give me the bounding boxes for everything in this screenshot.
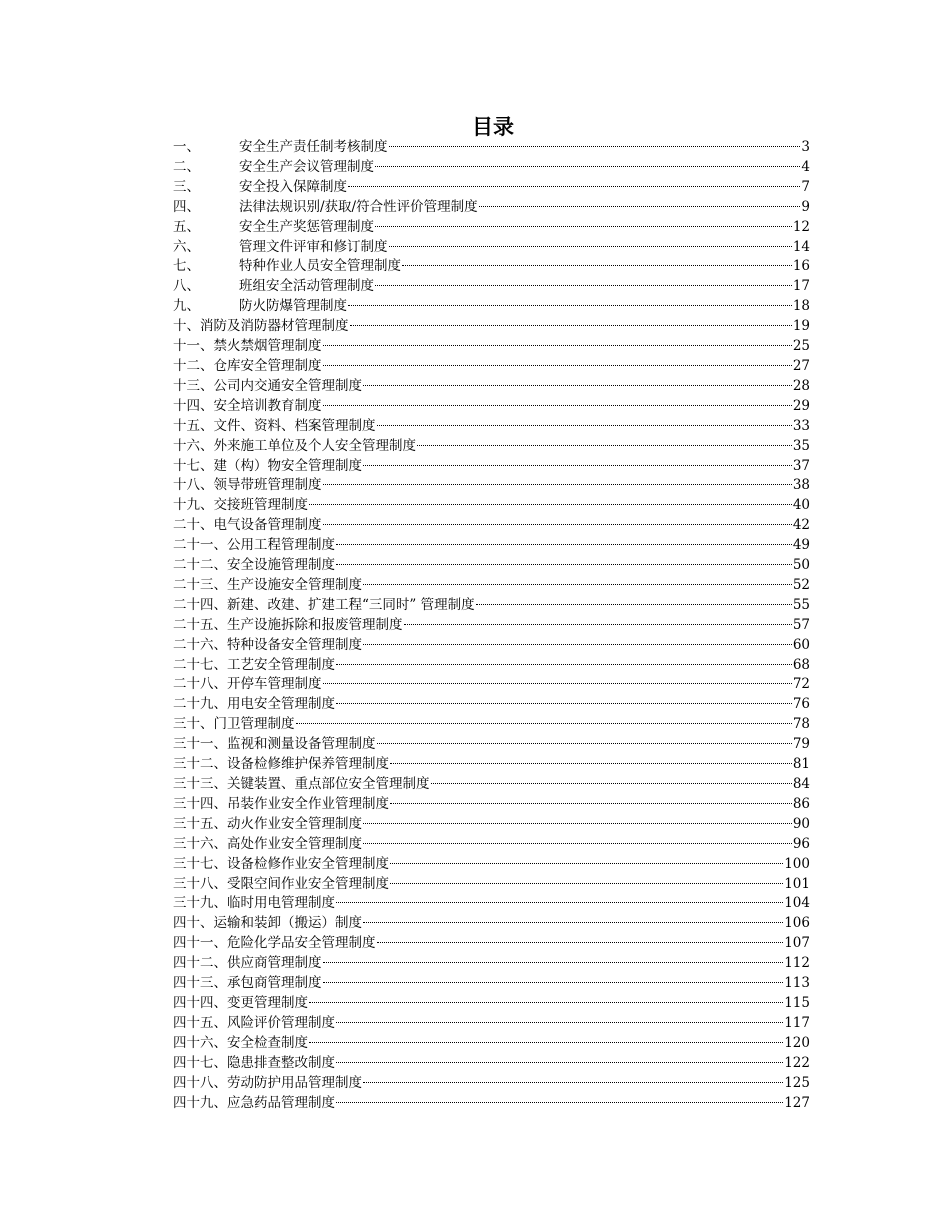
toc-entry-number: 二十一、 bbox=[173, 537, 227, 554]
toc-dot-leader bbox=[296, 722, 792, 724]
toc-entry-title: 管理文件评审和修订制度 bbox=[239, 238, 388, 255]
toc-dot-leader bbox=[363, 1081, 783, 1083]
toc-entry[interactable] bbox=[173, 1034, 810, 1054]
toc-entry-page-number: 122 bbox=[784, 1054, 810, 1071]
toc-entry-number: 三十四、 bbox=[173, 795, 227, 812]
toc-entry[interactable] bbox=[173, 556, 810, 576]
toc-entry-page-number: 72 bbox=[792, 676, 810, 693]
toc-entry-page-number: 40 bbox=[792, 497, 810, 514]
toc-entry-number: 八、 bbox=[173, 278, 200, 295]
toc-entry-number: 四十七、 bbox=[173, 1054, 227, 1071]
toc-entry-number: 四十五、 bbox=[173, 1014, 227, 1031]
toc-entry[interactable] bbox=[173, 815, 810, 835]
toc-entry-number: 三十九、 bbox=[173, 895, 227, 912]
toc-entry-title: 新建、改建、扩建工程“三同时” 管理制度 bbox=[227, 596, 475, 613]
toc-entry-title: 应急药品管理制度 bbox=[227, 1094, 335, 1111]
toc-dot-leader bbox=[323, 344, 792, 346]
toc-dot-leader bbox=[375, 165, 800, 167]
toc-dot-leader bbox=[363, 643, 792, 645]
toc-dot-leader bbox=[363, 583, 792, 585]
toc-entry[interactable] bbox=[173, 855, 810, 875]
toc-dot-leader bbox=[389, 245, 792, 247]
toc-entry-number: 三十、 bbox=[173, 716, 214, 733]
toc-dot-leader bbox=[336, 663, 792, 665]
toc-entry-number: 一、 bbox=[173, 139, 200, 155]
toc-entry-number: 二十九、 bbox=[173, 696, 227, 713]
toc-dot-leader bbox=[309, 503, 792, 505]
toc-entry-title: 禁火禁烟管理制度 bbox=[213, 338, 322, 355]
toc-entry[interactable] bbox=[173, 536, 810, 556]
toc-entry[interactable] bbox=[173, 178, 810, 198]
toc-dot-leader bbox=[363, 921, 783, 923]
toc-dot-leader bbox=[375, 225, 792, 227]
toc-entry-number: 二、 bbox=[173, 158, 200, 175]
toc-entry-page-number: 100 bbox=[784, 855, 810, 872]
toc-entry-page-number: 42 bbox=[792, 517, 810, 534]
toc-entry-page-number: 117 bbox=[784, 1014, 810, 1031]
toc-dot-leader bbox=[363, 822, 792, 824]
toc-entry-number: 五、 bbox=[173, 218, 200, 235]
toc-entry-title: 承包商管理制度 bbox=[227, 975, 322, 992]
toc-entry-number: 十七、 bbox=[173, 457, 214, 474]
toc-entry-page-number: 12 bbox=[792, 218, 810, 235]
toc-entry-number: 四、 bbox=[173, 198, 200, 215]
toc-entry-page-number: 7 bbox=[801, 178, 810, 195]
toc-entry-page-number: 52 bbox=[792, 576, 810, 593]
toc-entry[interactable] bbox=[173, 835, 810, 855]
toc-entry-title: 受限空间作业安全管理制度 bbox=[227, 875, 389, 892]
toc-entry-page-number: 106 bbox=[784, 915, 810, 932]
toc-entry[interactable] bbox=[173, 795, 810, 815]
toc-dot-leader bbox=[323, 364, 792, 366]
toc-entry[interactable] bbox=[173, 695, 810, 715]
toc-entry-page-number: 120 bbox=[784, 1034, 810, 1051]
toc-entry-number: 四十六、 bbox=[173, 1034, 227, 1051]
toc-entry-number: 四十、 bbox=[173, 915, 214, 932]
toc-entry[interactable] bbox=[173, 1094, 810, 1114]
toc-entry-title: 关键装置、重点部位安全管理制度 bbox=[227, 776, 430, 792]
toc-dot-leader bbox=[390, 762, 792, 764]
toc-dot-leader bbox=[348, 185, 800, 187]
toc-entry-title: 法律法规识别/获取/符合性评价管理制度 bbox=[239, 198, 478, 215]
toc-entry-page-number: 14 bbox=[792, 238, 810, 255]
toc-dot-leader bbox=[336, 563, 792, 565]
toc-entry-number: 二十三、 bbox=[173, 576, 227, 593]
toc-list bbox=[173, 138, 810, 1113]
toc-entry[interactable] bbox=[173, 735, 810, 755]
toc-dot-leader bbox=[431, 782, 792, 784]
toc-entry[interactable] bbox=[173, 496, 810, 516]
toc-entry[interactable] bbox=[173, 476, 810, 496]
toc-entry[interactable] bbox=[173, 158, 810, 178]
toc-dot-leader bbox=[323, 961, 784, 963]
toc-dot-leader bbox=[323, 483, 792, 485]
toc-entry-title: 设备检修维护保养管理制度 bbox=[227, 756, 389, 773]
toc-entry-page-number: 25 bbox=[792, 338, 810, 355]
toc-title: 目录 bbox=[472, 115, 514, 139]
toc-entry[interactable] bbox=[173, 894, 810, 914]
toc-entry[interactable] bbox=[173, 397, 810, 417]
toc-entry-page-number: 28 bbox=[792, 377, 810, 394]
toc-entry-number: 二十、 bbox=[173, 517, 214, 534]
toc-entry-title: 安全生产奖惩管理制度 bbox=[239, 218, 374, 235]
toc-entry-page-number: 84 bbox=[792, 776, 810, 792]
toc-entry-title: 公用工程管理制度 bbox=[227, 537, 335, 554]
toc-entry-page-number: 96 bbox=[792, 835, 810, 852]
toc-entry-number: 十九、 bbox=[173, 497, 214, 514]
toc-entry-page-number: 101 bbox=[784, 875, 810, 892]
toc-entry-title: 生产设施拆除和报废管理制度 bbox=[227, 616, 403, 633]
toc-entry-number: 四十一、 bbox=[173, 935, 227, 952]
toc-entry-number: 二十六、 bbox=[173, 636, 227, 653]
toc-entry-title: 动火作业安全管理制度 bbox=[227, 815, 362, 832]
toc-entry[interactable] bbox=[173, 656, 810, 676]
toc-entry-page-number: 78 bbox=[792, 716, 810, 733]
toc-entry-number: 三十三、 bbox=[173, 776, 227, 792]
toc-entry-number: 四十九、 bbox=[173, 1094, 227, 1111]
toc-entry[interactable] bbox=[173, 755, 810, 775]
toc-entry[interactable] bbox=[173, 616, 810, 636]
toc-entry-number: 十一、 bbox=[173, 338, 214, 355]
toc-entry-title: 监视和测量设备管理制度 bbox=[227, 736, 376, 753]
toc-dot-leader bbox=[323, 682, 792, 684]
toc-entry-title: 风险评价管理制度 bbox=[227, 1014, 335, 1031]
toc-entry-page-number: 127 bbox=[784, 1094, 810, 1111]
toc-entry[interactable] bbox=[173, 337, 810, 357]
toc-dot-leader bbox=[377, 742, 792, 744]
toc-entry-title: 危险化学品安全管理制度 bbox=[227, 935, 376, 952]
toc-entry-page-number: 76 bbox=[792, 696, 810, 713]
toc-entry[interactable] bbox=[173, 1054, 810, 1074]
toc-entry[interactable] bbox=[173, 994, 810, 1014]
toc-dot-leader bbox=[479, 205, 801, 207]
toc-dot-leader bbox=[377, 941, 784, 943]
toc-entry-title: 吊装作业安全作业管理制度 bbox=[227, 795, 389, 812]
toc-dot-leader bbox=[336, 702, 792, 704]
toc-entry-page-number: 33 bbox=[792, 417, 810, 434]
toc-entry-number: 九、 bbox=[173, 298, 200, 315]
toc-entry-title: 文件、资料、档案管理制度 bbox=[213, 417, 376, 434]
toc-dot-leader bbox=[336, 901, 783, 903]
toc-entry[interactable] bbox=[173, 1014, 810, 1034]
toc-entry-page-number: 17 bbox=[792, 278, 810, 295]
toc-entry-number: 二十五、 bbox=[173, 616, 227, 633]
toc-entry-number: 三十八、 bbox=[173, 875, 227, 892]
toc-entry-page-number: 55 bbox=[792, 596, 810, 613]
toc-dot-leader bbox=[309, 1001, 783, 1003]
toc-entry-number: 十六、 bbox=[173, 437, 214, 454]
toc-entry-number: 十五、 bbox=[173, 417, 214, 434]
toc-entry-page-number: 19 bbox=[792, 318, 810, 335]
toc-dot-leader bbox=[402, 264, 792, 266]
toc-entry[interactable] bbox=[173, 377, 810, 397]
toc-entry-number: 十四、 bbox=[173, 397, 214, 414]
toc-entry[interactable] bbox=[173, 417, 810, 437]
toc-entry-title: 供应商管理制度 bbox=[227, 955, 322, 972]
toc-dot-leader bbox=[336, 1061, 783, 1063]
toc-entry-number: 二十八、 bbox=[173, 676, 227, 693]
toc-entry[interactable] bbox=[173, 317, 810, 337]
toc-entry-title: 运输和装卸（搬运）制度 bbox=[213, 915, 362, 932]
toc-entry-title: 劳动防护用品管理制度 bbox=[227, 1074, 362, 1091]
toc-dot-leader bbox=[389, 145, 801, 147]
toc-entry[interactable] bbox=[173, 138, 810, 158]
toc-entry-page-number: 18 bbox=[792, 298, 810, 315]
toc-entry-number: 三十七、 bbox=[173, 855, 227, 872]
toc-entry-title: 高处作业安全管理制度 bbox=[227, 835, 362, 852]
toc-entry[interactable] bbox=[173, 357, 810, 377]
toc-dot-leader bbox=[350, 324, 792, 326]
toc-entry-page-number: 49 bbox=[792, 537, 810, 554]
toc-entry-number: 三、 bbox=[173, 178, 200, 195]
toc-dot-leader bbox=[363, 384, 792, 386]
toc-entry[interactable] bbox=[173, 1074, 810, 1094]
toc-entry[interactable] bbox=[173, 238, 810, 258]
toc-entry-page-number: 16 bbox=[792, 258, 810, 275]
toc-entry-page-number: 104 bbox=[784, 895, 810, 912]
toc-entry-title: 工艺安全管理制度 bbox=[227, 656, 335, 673]
toc-entry-title: 安全培训教育制度 bbox=[213, 397, 322, 414]
toc-dot-leader bbox=[390, 862, 783, 864]
toc-entry[interactable] bbox=[173, 297, 810, 317]
toc-entry-number: 三十二、 bbox=[173, 756, 227, 773]
toc-entry-title: 安全生产责任制考核制度 bbox=[239, 139, 388, 155]
toc-entry[interactable] bbox=[173, 437, 810, 457]
toc-entry-page-number: 29 bbox=[792, 397, 810, 414]
toc-entry-number: 四十八、 bbox=[173, 1074, 227, 1091]
toc-entry[interactable] bbox=[173, 715, 810, 735]
toc-entry-number: 七、 bbox=[173, 258, 200, 275]
toc-entry-title: 特种作业人员安全管理制度 bbox=[239, 258, 401, 275]
toc-dot-leader bbox=[336, 1021, 783, 1023]
toc-entry-title: 生产设施安全管理制度 bbox=[227, 576, 362, 593]
toc-entry-page-number: 35 bbox=[792, 437, 810, 454]
toc-dot-leader bbox=[348, 304, 792, 306]
toc-entry-number: 四十二、 bbox=[173, 955, 227, 972]
toc-entry[interactable] bbox=[173, 257, 810, 277]
toc-entry-number: 六、 bbox=[173, 238, 200, 255]
toc-entry[interactable] bbox=[173, 954, 810, 974]
toc-entry-page-number: 9 bbox=[801, 198, 810, 215]
toc-entry-page-number: 112 bbox=[784, 955, 810, 972]
toc-entry-page-number: 115 bbox=[784, 994, 810, 1011]
toc-dot-leader bbox=[323, 404, 792, 406]
toc-entry-title: 门卫管理制度 bbox=[213, 716, 295, 733]
toc-dot-leader bbox=[323, 523, 792, 525]
toc-dot-leader bbox=[336, 1101, 783, 1103]
toc-entry-page-number: 125 bbox=[784, 1074, 810, 1091]
toc-entry-title: 安全投入保障制度 bbox=[239, 178, 347, 195]
toc-entry-page-number: 4 bbox=[801, 158, 810, 175]
toc-dot-leader bbox=[417, 444, 792, 446]
toc-entry-page-number: 3 bbox=[801, 139, 810, 155]
toc-entry[interactable] bbox=[173, 974, 810, 994]
toc-dot-leader bbox=[363, 842, 792, 844]
toc-entry-title: 安全检查制度 bbox=[227, 1034, 308, 1051]
toc-entry-title: 公司内交通安全管理制度 bbox=[213, 377, 362, 394]
toc-entry-number: 十八、 bbox=[173, 477, 214, 494]
toc-entry-title: 临时用电管理制度 bbox=[227, 895, 335, 912]
toc-entry[interactable] bbox=[173, 596, 810, 616]
toc-entry-page-number: 86 bbox=[792, 795, 810, 812]
toc-dot-leader bbox=[476, 603, 792, 605]
toc-entry-page-number: 60 bbox=[792, 636, 810, 653]
toc-entry-page-number: 79 bbox=[792, 736, 810, 753]
toc-entry-page-number: 107 bbox=[784, 935, 810, 952]
toc-entry-title: 防火防爆管理制度 bbox=[239, 298, 347, 315]
toc-entry-number: 十、 bbox=[173, 318, 200, 335]
toc-entry-title: 班组安全活动管理制度 bbox=[239, 278, 374, 295]
toc-entry-number: 三十五、 bbox=[173, 815, 227, 832]
toc-entry-title: 建（构）物安全管理制度 bbox=[213, 457, 362, 474]
toc-entry-title: 仓库安全管理制度 bbox=[213, 357, 322, 374]
toc-entry-title: 外来施工单位及个人安全管理制度 bbox=[213, 437, 416, 454]
toc-dot-leader bbox=[404, 623, 792, 625]
toc-entry-page-number: 68 bbox=[792, 656, 810, 673]
toc-entry-number: 四十三、 bbox=[173, 975, 227, 992]
toc-entry-title: 安全设施管理制度 bbox=[227, 557, 335, 574]
toc-entry[interactable] bbox=[173, 875, 810, 895]
toc-entry[interactable] bbox=[173, 457, 810, 477]
toc-entry-page-number: 37 bbox=[792, 457, 810, 474]
toc-entry-page-number: 57 bbox=[792, 616, 810, 633]
toc-entry[interactable] bbox=[173, 277, 810, 297]
toc-dot-leader bbox=[377, 424, 792, 426]
toc-entry-page-number: 81 bbox=[792, 756, 810, 773]
toc-entry-page-number: 50 bbox=[792, 557, 810, 574]
toc-dot-leader bbox=[390, 802, 792, 804]
toc-entry-title: 领导带班管理制度 bbox=[213, 477, 322, 494]
toc-dot-leader bbox=[309, 1041, 783, 1043]
toc-entry[interactable] bbox=[173, 198, 810, 218]
toc-entry-title: 交接班管理制度 bbox=[213, 497, 308, 514]
toc-entry-page-number: 113 bbox=[784, 975, 810, 992]
toc-entry[interactable] bbox=[173, 516, 810, 536]
toc-entry-title: 开停车管理制度 bbox=[227, 676, 322, 693]
toc-dot-leader bbox=[363, 464, 792, 466]
toc-entry-page-number: 27 bbox=[792, 357, 810, 374]
toc-entry-number: 二十二、 bbox=[173, 557, 227, 574]
toc-entry-number: 四十四、 bbox=[173, 994, 227, 1011]
toc-entry-number: 二十四、 bbox=[173, 596, 227, 613]
toc-entry[interactable] bbox=[173, 576, 810, 596]
toc-entry-page-number: 38 bbox=[792, 477, 810, 494]
toc-entry[interactable] bbox=[173, 218, 810, 238]
toc-entry-title: 电气设备管理制度 bbox=[213, 517, 322, 534]
toc-dot-leader bbox=[336, 543, 792, 545]
toc-entry-number: 十二、 bbox=[173, 357, 214, 374]
toc-entry-page-number: 90 bbox=[792, 815, 810, 832]
toc-entry[interactable] bbox=[173, 914, 810, 934]
toc-entry[interactable] bbox=[173, 636, 810, 656]
toc-dot-leader bbox=[323, 981, 784, 983]
toc-entry-title: 安全生产会议管理制度 bbox=[239, 158, 374, 175]
toc-entry[interactable] bbox=[173, 775, 810, 795]
toc-entry-number: 二十七、 bbox=[173, 656, 227, 673]
toc-dot-leader bbox=[390, 882, 783, 884]
toc-entry-number: 三十六、 bbox=[173, 835, 227, 852]
toc-entry-title: 设备检修作业安全管理制度 bbox=[227, 855, 389, 872]
toc-entry-title: 消防及消防器材管理制度 bbox=[200, 318, 349, 335]
toc-entry[interactable] bbox=[173, 675, 810, 695]
toc-entry-title: 隐患排查整改制度 bbox=[227, 1054, 335, 1071]
toc-entry-title: 用电安全管理制度 bbox=[227, 696, 335, 713]
toc-entry-number: 三十一、 bbox=[173, 736, 227, 753]
toc-entry-title: 变更管理制度 bbox=[227, 994, 308, 1011]
toc-entry-title: 特种设备安全管理制度 bbox=[227, 636, 362, 653]
toc-entry[interactable] bbox=[173, 934, 810, 954]
toc-dot-leader bbox=[375, 284, 792, 286]
toc-entry-number: 十三、 bbox=[173, 377, 214, 394]
